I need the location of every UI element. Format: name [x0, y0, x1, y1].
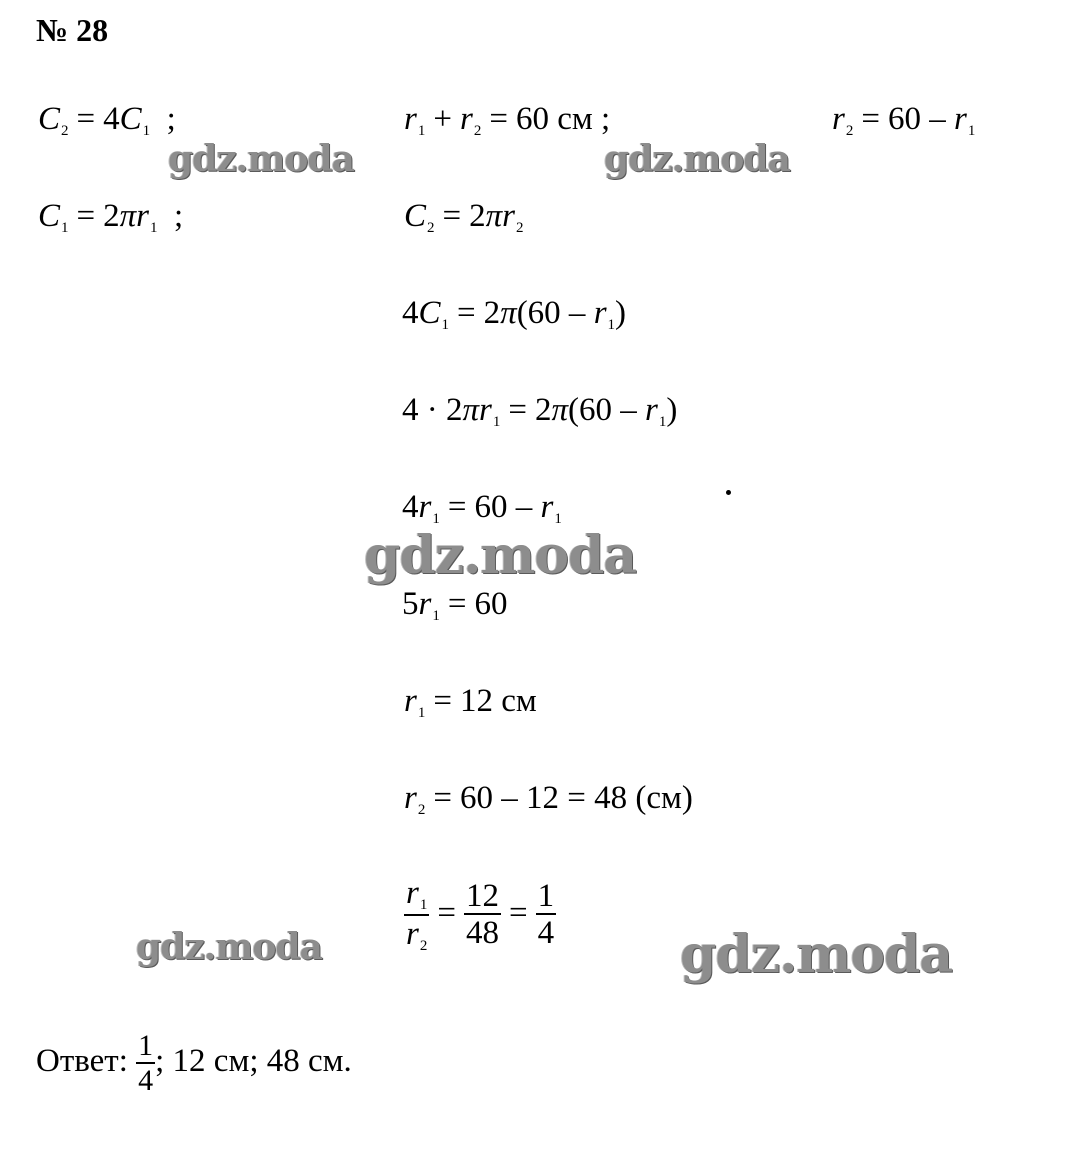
step-combined: $5r_1 = 60$ — [402, 586, 508, 624]
ratio-fraction-result: $\frac{1}{4}$ — [537, 877, 555, 952]
step-r2-value: $r_2 = 60 - 12 = 48$ (см) — [404, 780, 693, 818]
ratio-fraction-numbers: $\frac{12}{48}$ — [465, 877, 499, 952]
watermark: gdz.moda — [680, 924, 953, 985]
equation-c2-formula: $C_2 = 2\pi r_2$ — [404, 198, 524, 236]
watermark: gdz.moda — [136, 926, 322, 968]
equation-r2-expression: $r_2 = 60 - r_1$ — [832, 101, 976, 139]
equation-radius-sum: $r_1 + r_2 = 60$ см ; — [404, 101, 611, 139]
step-substitution: $4C_1 = 2\pi(60 - r_1)$ — [402, 295, 627, 333]
equation-c1-formula: $C_1 = 2\pi r_1$ ; — [38, 198, 184, 236]
watermark: gdz.moda — [364, 525, 637, 586]
equation-c2-equals-4c1: $C_2 = 4C_1$ ; — [38, 101, 176, 139]
step-expanded: $4 \cdot 2\pi r_1 = 2\pi(60 - r_1)$ — [402, 392, 678, 430]
answer-line — [36, 1030, 352, 1097]
stray-dot — [726, 490, 731, 495]
step-r1-value: $r_1 = 12$ см — [404, 683, 537, 721]
watermark: gdz.moda — [168, 138, 354, 180]
answer-label: Ответ: — [36, 1042, 128, 1079]
step-ratio: $\frac{r_1}{r_2}$ = $\frac{12}{48}$ = $\frac{1}{4}$ — [406, 875, 555, 954]
problem-number: № 28 — [36, 12, 109, 48]
answer-values: ; 12 см; 48 см. — [155, 1042, 352, 1079]
answer-fraction: $\frac{1}{4}$ — [138, 1029, 154, 1097]
ratio-fraction-r: $\frac{r_1}{r_2}$ — [406, 875, 428, 954]
step-simplified: $4r_1 = 60 - r_1$ — [402, 489, 562, 527]
watermark: gdz.moda — [604, 138, 790, 180]
